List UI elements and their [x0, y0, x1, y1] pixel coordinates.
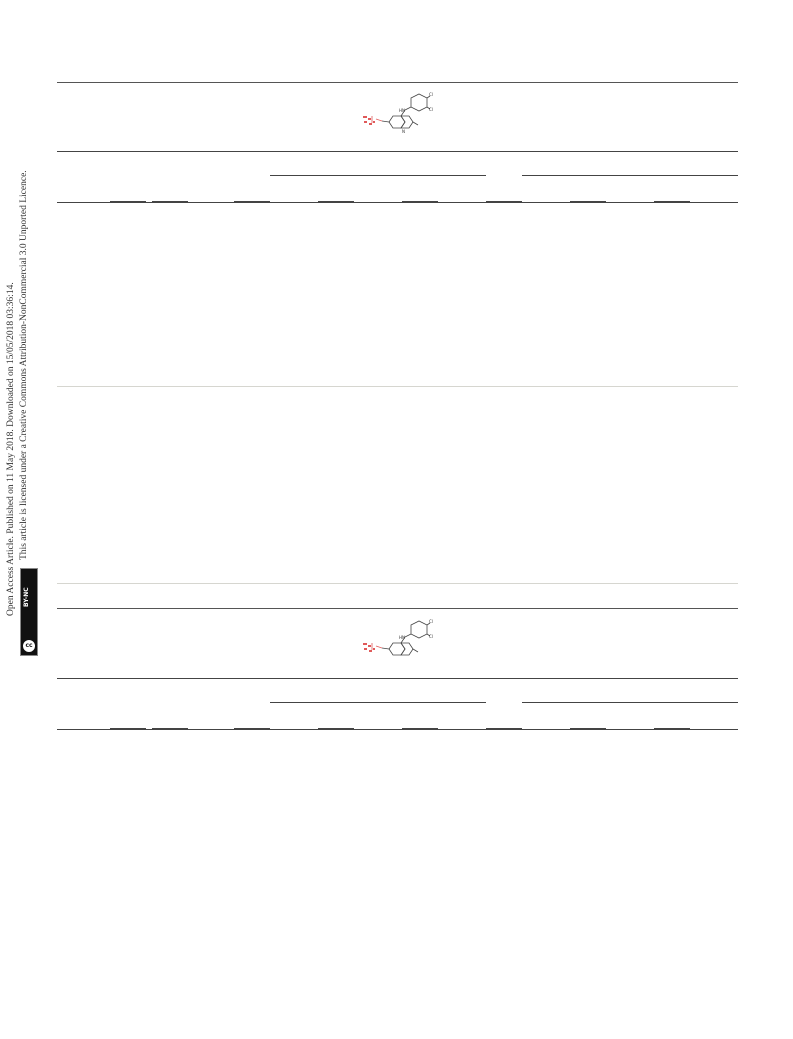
license-badge-label: BY-NC — [23, 587, 30, 607]
table1-group-rule-2 — [522, 175, 738, 176]
table2-col-mark — [486, 728, 522, 729]
atom-label-cl-2: Cl — [429, 107, 433, 112]
table2-top-light-rule — [57, 583, 738, 584]
table2-col-mark — [234, 728, 270, 729]
atom-label-cl-1: Cl — [429, 92, 433, 97]
table2-group-rule-1 — [270, 702, 486, 703]
table1-col-mark — [654, 201, 690, 202]
table2-column-rule — [57, 729, 738, 730]
table1-col-mark — [234, 201, 270, 202]
table2-col-mark — [654, 728, 690, 729]
cc-icon: cc — [22, 639, 36, 653]
table2-col-mark — [152, 728, 188, 729]
atom-label-hn: HN — [399, 108, 405, 113]
table1-group-rule-1 — [270, 175, 486, 176]
table1-col-mark — [402, 201, 438, 202]
atom-label-hn: HN — [399, 635, 405, 640]
table1-header-rule — [57, 151, 738, 152]
table1-bottom-rule — [57, 386, 738, 387]
atom-label-cl-1: Cl — [429, 619, 433, 624]
table2-col-mark — [318, 728, 354, 729]
cc-license-badge[interactable] — [20, 568, 38, 656]
publication-notice: Open Access Article. Published on 11 May 2018. Downloaded on 15/05/2018 03:36:14. — [6, 282, 16, 616]
table2-header-rule — [57, 678, 738, 679]
table1-col-mark — [152, 201, 188, 202]
chemical-structure-1 — [355, 90, 435, 145]
table2-top-rule — [57, 608, 738, 609]
table1-column-rule — [57, 202, 738, 203]
table1-col-mark — [110, 201, 146, 202]
table2-col-mark — [570, 728, 606, 729]
table1-col-mark — [486, 201, 522, 202]
table2-col-mark — [402, 728, 438, 729]
table2-col-mark — [110, 728, 146, 729]
license-sidebar — [0, 0, 50, 1039]
table1-col-mark — [318, 201, 354, 202]
table1-col-mark — [570, 201, 606, 202]
table1-top-rule — [57, 82, 738, 83]
chemical-structure-2 — [355, 617, 435, 672]
atom-label-cl-2: Cl — [429, 634, 433, 639]
license-notice[interactable]: This article is licensed under a Creative Commons Attribution-NonCommercial 3.0 Unported Licence. — [19, 170, 29, 560]
atom-label-n: N — [402, 129, 405, 134]
table2-group-rule-2 — [522, 702, 738, 703]
